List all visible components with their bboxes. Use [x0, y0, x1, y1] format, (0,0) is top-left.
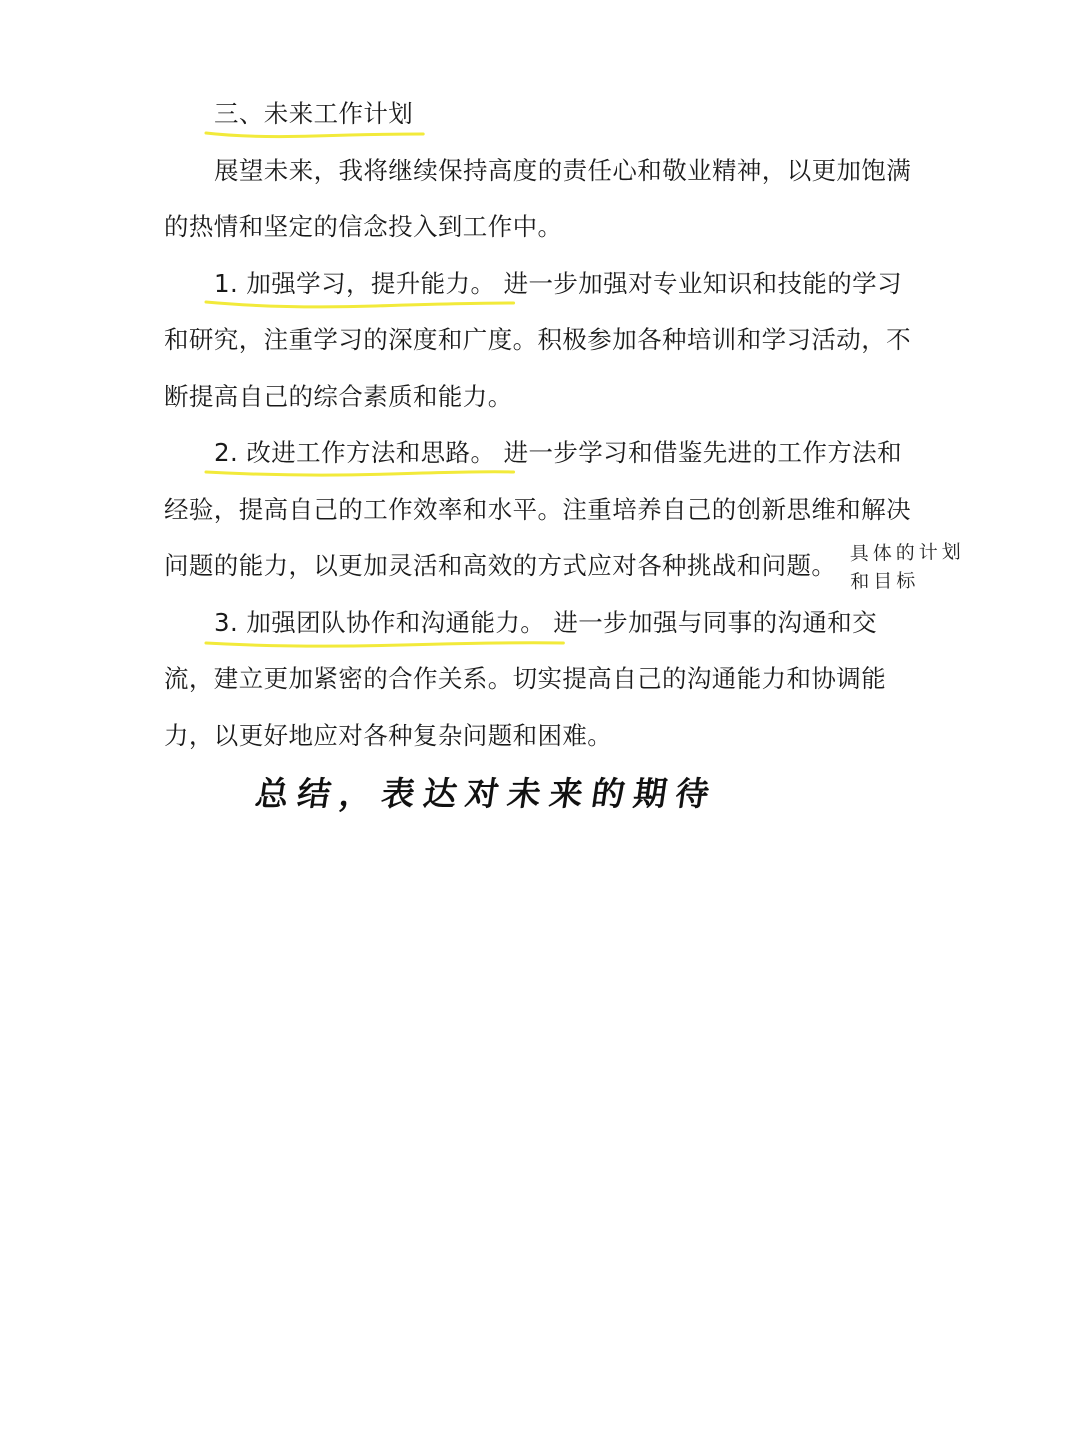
highlight-underline: [206, 637, 563, 651]
intro-paragraph: 展望未来，我将继续保持高度的责任心和敬业精神，以更加饱满的热情和坚定的信念投入到工作中。: [164, 155, 912, 241]
highlight-underline: [206, 467, 514, 481]
section-heading: 三、未来工作计划: [214, 99, 414, 128]
side-note-line-2: 和目标: [850, 569, 920, 593]
plan-item-3: [164, 595, 924, 765]
plan-item-3-title-highlight: [214, 608, 553, 637]
plan-item-3-title: 3. 加强团队协作和沟通能力。: [214, 607, 546, 637]
plan-item-2-body: 进一步学习和借鉴先进的工作方法和经验，提高自己的工作效率和水平。注重培养自己的创新思维和解决问题的能力，以更加灵活和高效的方式应对各种挑战和问题。: [164, 438, 911, 580]
highlight-underline: [206, 298, 514, 312]
handwritten-side-note: [850, 538, 966, 596]
plan-item-3-body: 进一步加强与同事的沟通和交流，建立更加紧密的合作关系。切实提高自己的沟通能力和协调能力，以更好地应对各种复杂问题和困难。: [164, 607, 887, 750]
section-heading-highlight: [214, 99, 413, 128]
document-body: [164, 86, 924, 764]
plan-item-1-title-highlight: [214, 269, 504, 298]
plan-item-1-body: 进一步加强对专业知识和技能的学习和研究，注重学习的深度和广度。积极参加各种培训和学习活动，不断提高自己的综合素质和能力。: [164, 268, 911, 411]
plan-item-1-title: 1. 加强学习，提升能力。: [214, 268, 496, 298]
section-heading-paragraph: [164, 86, 924, 143]
plan-item-2-title-highlight: [214, 438, 504, 467]
handwritten-summary-note: 总结，表达对未来的期待: [252, 774, 721, 813]
highlight-underline: [206, 128, 423, 142]
plan-item-1: [164, 256, 924, 426]
plan-item-2: [164, 425, 924, 595]
plan-item-2-title: 2. 改进工作方法和思路。: [214, 438, 496, 467]
side-note-line-1: 具体的计划: [849, 541, 965, 566]
